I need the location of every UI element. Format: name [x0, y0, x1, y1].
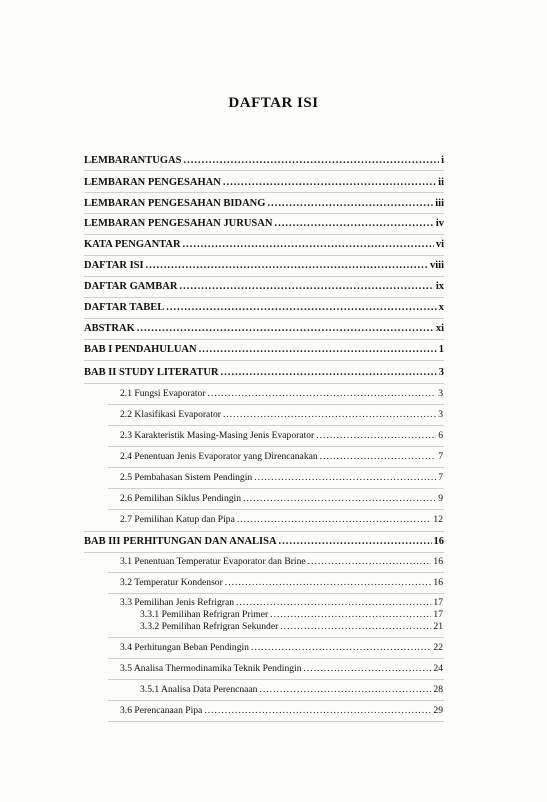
toc-entry-bab-1[interactable]: [84, 344, 444, 355]
toc-label: DAFTAR TABEL: [84, 302, 165, 313]
toc-label: BAB III PERHITUNGAN DAN ANALISA: [84, 536, 277, 547]
toc-page-number: 3: [438, 367, 444, 378]
toc-page-number: 1: [438, 344, 444, 355]
toc-label: 3.1 Penentuan Temperatur Evaporator dan Brine: [120, 556, 306, 567]
toc-label: 2.6 Pemilihan Siklus Pendingin: [120, 493, 241, 504]
toc-page-number: 17: [433, 597, 443, 608]
toc-entry-abstrak[interactable]: [84, 323, 444, 334]
toc-subentry-2-7[interactable]: [120, 514, 443, 525]
toc-page-number: 21: [433, 621, 443, 632]
toc-subentry-2-6[interactable]: [120, 493, 443, 504]
toc-page-number: 3: [438, 409, 443, 420]
toc-page-number: 7: [438, 472, 443, 483]
toc-label: 2.3 Karakteristik Masing-Masing Jenis Evaporator: [120, 430, 315, 441]
toc-label: 2.4 Penentuan Jenis Evaporator yang Direncanakan: [120, 451, 318, 462]
toc-page-number: iv: [435, 218, 444, 229]
toc-page-number: 24: [433, 663, 443, 674]
toc-page-number: 16: [433, 536, 444, 547]
toc-label: LEMBARANTUGAS: [84, 155, 182, 166]
toc-label: 3.4 Perhitungan Beban Pendingin: [120, 642, 249, 653]
toc-page-number: 6: [438, 430, 443, 441]
toc-entry-daftar-tabel[interactable]: [84, 302, 444, 313]
toc-subentry-2-2[interactable]: [120, 409, 443, 420]
toc-label: LEMBARAN PENGESAHAN: [84, 177, 221, 188]
toc-page-number: 29: [433, 705, 443, 716]
toc-subentry-3-3-1[interactable]: [140, 609, 443, 620]
toc-label: 2.5 Pembahasan Sistem Pendingin: [120, 472, 253, 483]
toc-page-number: 7: [438, 451, 443, 462]
toc-label: 3.3 Pemilihan Jenis Refrigran: [120, 597, 235, 608]
toc-entry-lembaran-pengesahan[interactable]: [84, 177, 444, 188]
toc-subentry-2-5[interactable]: [120, 472, 443, 483]
toc-page-number: 22: [433, 642, 443, 653]
toc-page-number: ix: [435, 281, 444, 292]
toc-label: ABSTRAK: [84, 323, 135, 334]
toc-label: LEMBARAN PENGESAHAN BIDANG: [84, 198, 266, 209]
toc-subentry-2-3[interactable]: [120, 430, 443, 441]
toc-label: BAB II STUDY LITERATUR: [84, 367, 219, 378]
toc-page-number: 16: [433, 556, 443, 567]
toc-label: 2.1 Fungsi Evaporator: [120, 388, 206, 399]
toc-subentry-2-1[interactable]: [120, 388, 443, 399]
toc-label: 3.5.1 Analisa Data Perencnaan: [140, 684, 258, 695]
toc-page-number: i: [441, 155, 444, 166]
toc-page-number: ii: [438, 177, 444, 188]
toc-page-number: 28: [433, 684, 443, 695]
toc-subentry-3-1[interactable]: [120, 556, 443, 567]
toc-label: 3.3.1 Pemilihan Refrigran Primer: [140, 609, 269, 620]
toc-subentry-3-5[interactable]: [120, 663, 443, 674]
toc-page-number: 9: [438, 493, 443, 504]
toc-subentry-2-4[interactable]: [120, 451, 443, 462]
toc-page-number: x: [438, 302, 444, 313]
toc-label: LEMBARAN PENGESAHAN JURUSAN: [84, 218, 273, 229]
toc-page-number: 16: [433, 577, 443, 588]
toc-entry-kata-pengantar[interactable]: [84, 239, 444, 250]
toc-entry-lembaran-pengesahan-bidang[interactable]: [84, 198, 444, 209]
toc-page-number: iii: [435, 198, 444, 209]
toc-label: 3.5 Analisa Thermodinamika Teknik Pendingin: [120, 663, 302, 674]
toc-subentry-3-2[interactable]: [120, 577, 443, 588]
toc-label: 2.7 Pemilihan Katup dan Pipa: [120, 514, 235, 525]
toc-page-number: viii: [429, 260, 444, 271]
toc-page-number: 17: [433, 609, 443, 620]
page-title: DAFTAR ISI: [228, 95, 319, 111]
toc-label: KATA PENGANTAR: [84, 239, 181, 250]
toc-entry-bab-3[interactable]: [84, 536, 444, 547]
toc-subentry-3-3[interactable]: [120, 597, 443, 608]
toc-label: DAFTAR ISI: [84, 260, 144, 271]
toc-label: DAFTAR GAMBAR: [84, 281, 178, 292]
toc-entry-lembaran-pengesahan-jurusan[interactable]: [84, 218, 444, 229]
toc-page-number: vi: [435, 239, 444, 250]
toc-label: 3.2 Temperatur Kondensor: [120, 577, 223, 588]
toc-entry-daftar-gambar[interactable]: [84, 281, 444, 292]
toc-subentry-3-5-1[interactable]: [140, 684, 443, 695]
toc-page-number: 3: [438, 388, 443, 399]
toc-entry-bab-2[interactable]: [84, 367, 444, 378]
toc-page-number: xi: [435, 323, 444, 334]
toc-label: 3.6 Perencanaan Pipa: [120, 705, 203, 716]
toc-label: 2.2 Klasifikasi Evaporator: [120, 409, 221, 420]
toc-label: 3.3.2 Pemilihan Refrigran Sekunder: [140, 621, 279, 632]
toc-entry-lembaran-tugas[interactable]: [84, 155, 444, 166]
toc-page-number: 12: [433, 514, 443, 525]
toc-label: BAB I PENDAHULUAN: [84, 344, 197, 355]
toc-subentry-3-6[interactable]: [120, 705, 443, 716]
toc-subentry-3-3-2[interactable]: [140, 621, 443, 632]
toc-subentry-3-4[interactable]: [120, 642, 443, 653]
toc-entry-daftar-isi[interactable]: [84, 260, 444, 271]
